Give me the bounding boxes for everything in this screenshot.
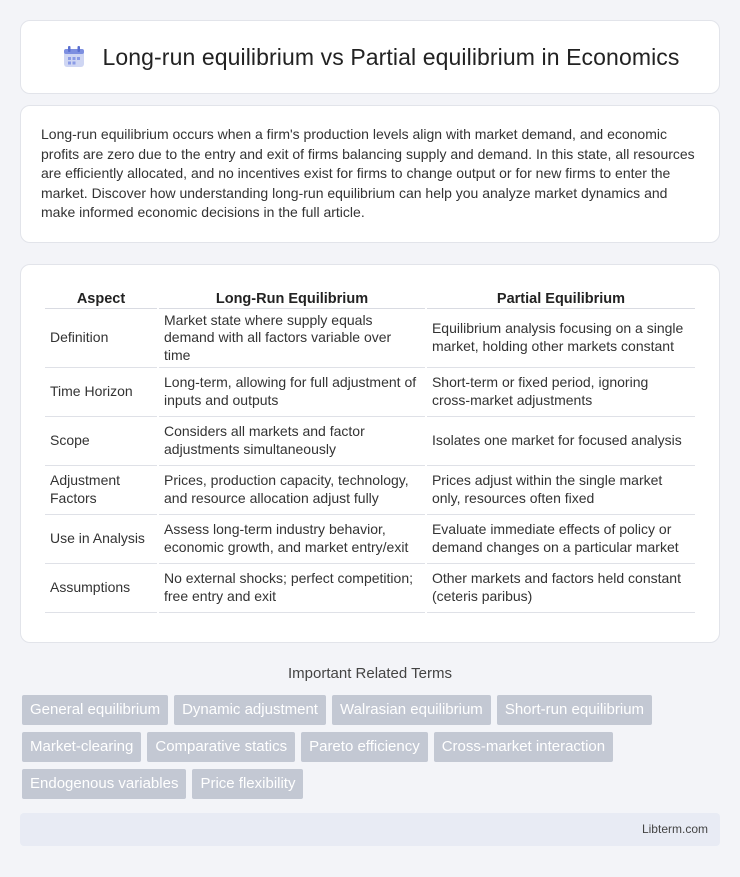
tag-short-run-equilibrium[interactable]: Short-run equilibrium	[497, 695, 652, 725]
intro-card	[20, 105, 720, 243]
tag-endogenous-variables[interactable]: Endogenous variables	[22, 769, 186, 799]
footer	[20, 813, 720, 846]
tag-cross-market-interaction[interactable]: Cross-market interaction	[434, 732, 613, 762]
cell-aspect: Adjustment Factors	[45, 466, 157, 515]
calendar-icon	[60, 43, 88, 71]
cell-partial: Prices adjust within the single market only, resources often fixed	[427, 466, 695, 515]
footer-brand-link[interactable]: Libterm.com	[641, 822, 708, 836]
cell-long-run: Prices, production capacity, technology, and resource allocation adjust fully	[159, 466, 425, 515]
header-aspect: Aspect	[45, 285, 157, 309]
table-row	[45, 417, 695, 466]
table-row	[45, 309, 695, 368]
cell-long-run: Long-term, allowing for full adjustment of inputs and outputs	[159, 368, 425, 417]
table-row	[45, 515, 695, 564]
cell-aspect: Time Horizon	[45, 368, 157, 417]
cell-aspect: Scope	[45, 417, 157, 466]
cell-partial: Equilibrium analysis focusing on a single market, holding other markets constant	[427, 309, 695, 368]
cell-long-run: No external shocks; perfect competition; free entry and exit	[159, 564, 425, 613]
tag-dynamic-adjustment[interactable]: Dynamic adjustment	[174, 695, 326, 725]
table-header-row	[45, 285, 695, 309]
table-row	[45, 564, 695, 613]
page-title: Long-run equilibrium vs Partial equilibrium in Economics	[102, 43, 680, 70]
tag-price-flexibility[interactable]: Price flexibility	[192, 769, 303, 799]
tag-general-equilibrium[interactable]: General equilibrium	[22, 695, 168, 725]
header-long-run: Long-Run Equilibrium	[159, 285, 425, 309]
tag-comparative-statics[interactable]: Comparative statics	[147, 732, 295, 762]
cell-long-run: Considers all markets and factor adjustments simultaneously	[159, 417, 425, 466]
header-card	[20, 20, 720, 94]
tag-walrasian-equilibrium[interactable]: Walrasian equilibrium	[332, 695, 491, 725]
cell-aspect: Use in Analysis	[45, 515, 157, 564]
intro-text: Long-run equilibrium occurs when a firm's production levels align with market demand, and economic profits are zero due to the entry and exit of firms balancing supply and demand. In this state, all resources are efficiently allocated, and no incentives exist for firms to change output or for new firms to enter the market. Discover how understanding long-run equilibrium can help you analyze market dynamics and make informed economic decisions in the full article.	[41, 126, 695, 221]
cell-partial: Other markets and factors held constant (ceteris paribus)	[427, 564, 695, 613]
cell-partial: Short-term or fixed period, ignoring cross-market adjustments	[427, 368, 695, 417]
table-row	[45, 466, 695, 515]
related-terms-title: Important Related Terms	[288, 665, 452, 682]
tag-market-clearing[interactable]: Market-clearing	[22, 732, 141, 762]
cell-long-run: Market state where supply equals demand with all factors variable over time	[159, 309, 425, 368]
related-terms-tags	[20, 695, 720, 799]
tag-pareto-efficiency[interactable]: Pareto efficiency	[301, 732, 428, 762]
cell-aspect: Assumptions	[45, 564, 157, 613]
comparison-table	[43, 285, 697, 613]
cell-long-run: Assess long-term industry behavior, economic growth, and market entry/exit	[159, 515, 425, 564]
table-row	[45, 368, 695, 417]
cell-partial: Evaluate immediate effects of policy or demand changes on a particular market	[427, 515, 695, 564]
cell-aspect: Definition	[45, 309, 157, 368]
related-terms-section	[20, 664, 720, 799]
header-partial: Partial Equilibrium	[427, 285, 695, 309]
comparison-table-card	[20, 264, 720, 643]
cell-partial: Isolates one market for focused analysis	[427, 417, 695, 466]
